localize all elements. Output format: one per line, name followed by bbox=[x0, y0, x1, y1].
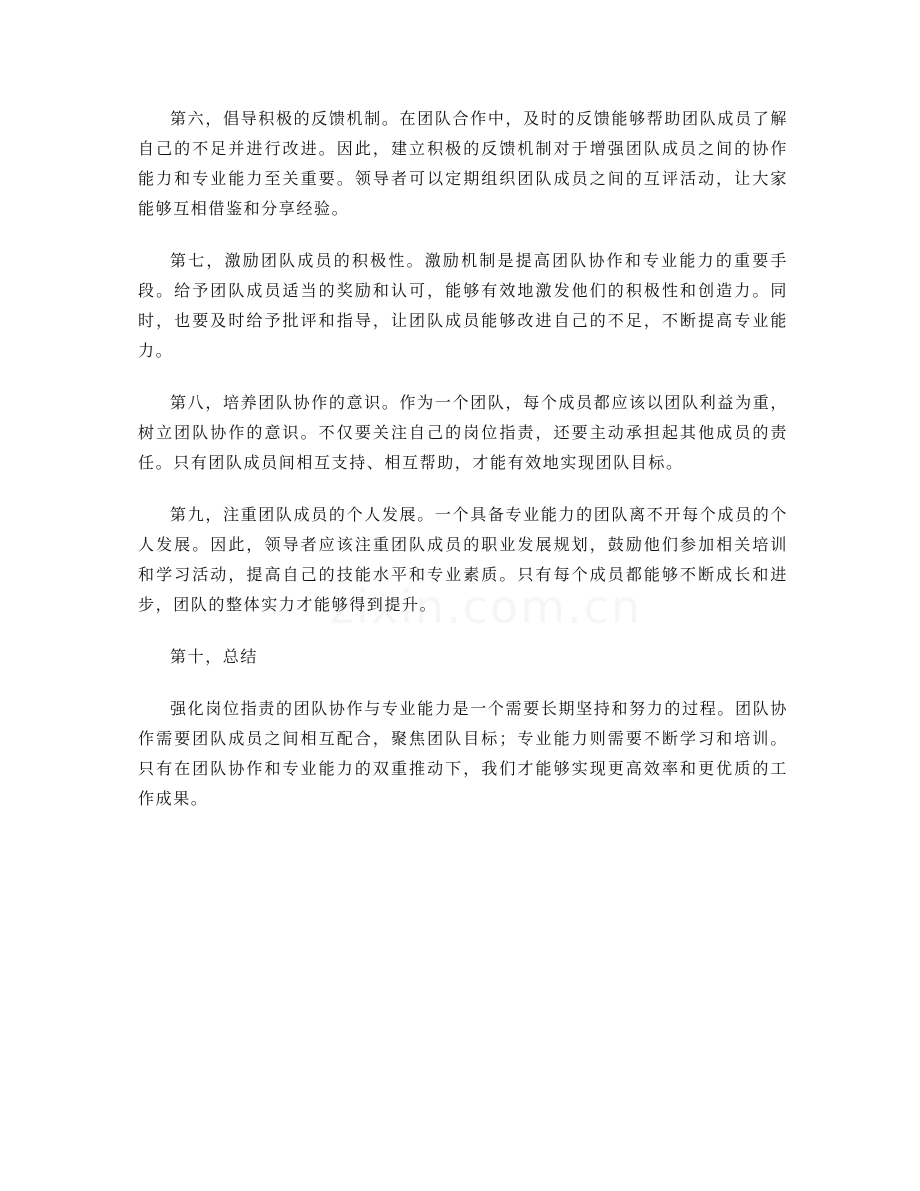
document-body bbox=[138, 104, 788, 836]
paragraph-8: 第八，培养团队协作的意识。作为一个团队，每个成员都应该以团队利益为重，树立团队协作的意识。不仅要关注自己的岗位指责，还要主动承担起其他成员的责任。只有团队成员间相互支持、相互帮助，才能有效地实现团队目标。 bbox=[138, 393, 788, 472]
paragraph-7: 第七，激励团队成员的积极性。激励机制是提高团队协作和专业能力的重要手段。给予团队成员适当的奖励和认可，能够有效地激发他们的积极性和创造力。同时，也要及时给予批评和指导，让团队成员能够改进自己的不足，不断提高专业能力。 bbox=[138, 251, 788, 360]
paragraph-9: 第九，注重团队成员的个人发展。一个具备专业能力的团队离不开每个成员的个人发展。因此，领导者应该注重团队成员的职业发展规划，鼓励他们参加相关培训和学习活动，提高自己的技能水平和专业素质。只有每个成员都能够不断成长和进步，团队的整体实力才能够得到提升。 bbox=[138, 505, 788, 614]
paragraph-conclusion: 强化岗位指责的团队协作与专业能力是一个需要长期坚持和努力的过程。团队协作需要团队成员之间相互配合，聚焦团队目标；专业能力则需要不断学习和培训。只有在团队协作和专业能力的双重推动下，我们才能够实现更高效率和更优质的工作成果。 bbox=[138, 699, 788, 808]
paragraph-10-heading: 第十，总结 bbox=[170, 647, 259, 666]
paragraph-6: 第六，倡导积极的反馈机制。在团队合作中，及时的反馈能够帮助团队成员了解自己的不足并进行改进。因此，建立积极的反馈机制对于增强团队成员之间的协作能力和专业能力至关重要。领导者可以定期组织团队成员之间的互评活动，让大家能够互相借鉴和分享经验。 bbox=[138, 109, 788, 218]
